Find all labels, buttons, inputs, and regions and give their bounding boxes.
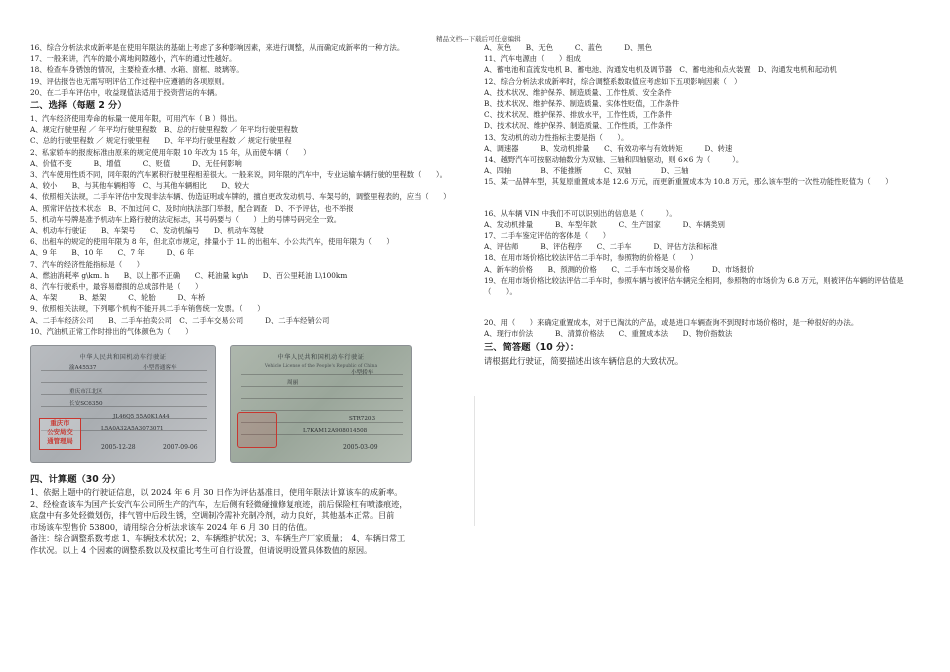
calc-note-line1: 备注：综合调整系数考虑 1、车辆技术状况；2、车辆维护状况；3、车辆生产厂家质量； 4、车辆日常工 bbox=[30, 533, 406, 544]
tf-item-18: 18、检查车身锈蚀的情况，主要检查水槽、水箱、窗框、玻璃等。 bbox=[30, 65, 244, 75]
choice-q20-options: A、现行市价法 B、清算价格法 C、重置成本法 D、物价指数法 bbox=[484, 329, 733, 339]
calc-questions bbox=[30, 487, 468, 557]
choice-q15: 15、某一品牌车型，其复原重置成本是 12.6 万元，而更新重置成本为 10.8 万元，那么该车型的一次性功能性贬值为（ ） bbox=[484, 177, 893, 187]
right-column bbox=[484, 42, 920, 367]
choice-q1-opt-cd: C、总的行驶里程数 ／ 规定行驶里程 D、年平均行驶里程数 ／ 规定行驶里程 bbox=[30, 136, 292, 146]
choice-q3-options: A、较小 B、与其他车辆相等 C、与其他车辆相比 D、较大 bbox=[30, 181, 250, 191]
license-plate: 渝A45537 bbox=[69, 365, 97, 372]
choice-q18-options: A、新车的价格 B、预测的价格 C、二手车市场交易价格 D、市场报价 bbox=[484, 264, 755, 274]
choice-q8: 8、汽车行驶系中，最容易磨损的总成部件是（ ） bbox=[30, 282, 203, 292]
choice-q10: 10、汽油机正常工作时排出的气体颜色为（ ） bbox=[30, 326, 193, 336]
vehicle-license-photo-left bbox=[30, 345, 216, 463]
license-engine-no: JL46Q5 55A0K1A44 bbox=[113, 414, 170, 421]
license-subtitle-2: Vehicle License of the People's Republic of China bbox=[264, 364, 378, 370]
choice-q9-options: A、二手车经济公司 B、二手车拍卖公司 C、二手车交易公司 D、二手车经销公司 bbox=[30, 315, 330, 325]
choice-q13-options: A、调速器 B、发动机排量 C、有效功率与有效转矩 D、转速 bbox=[484, 143, 733, 153]
license-vehicle-type-2: 小型轿车 bbox=[351, 370, 374, 377]
tf-item-17: 17、一般来讲，汽车的最小离地间隙越小，汽车的通过性越好。 bbox=[30, 54, 237, 64]
police-stamp-2 bbox=[237, 412, 277, 448]
license-model: 长安SC6350 bbox=[69, 401, 103, 408]
choice-q1-opt-ab: A、规定行驶里程 ／ 年平均行驶里程数 B、总的行驶里程数 ／ 年平均行驶里程数 bbox=[30, 125, 299, 135]
choice-q7-options: A、燃油消耗率 g\km. h B、以上都不正确 C、耗油量 kg\h D、百公里耗油 L\100km bbox=[30, 270, 348, 280]
vehicle-license-photo-right bbox=[230, 345, 412, 463]
choice-q17: 17、二手车鉴定评估的客体是（ ） bbox=[484, 231, 611, 241]
choice-q5: 5、机动车号牌是准予机动车上路行驶的法定标志，其号码要与（ ）上的号牌号码完全一致。 bbox=[30, 214, 342, 224]
license-vin: L5A0A32A5A3073071 bbox=[101, 426, 164, 433]
choice-q1: 1、汽车经济使用寿命的标量一使用年限，可用汽车（ B ）得出。 bbox=[30, 114, 242, 124]
blank-space-2 bbox=[484, 297, 920, 317]
tf-item-20: 20、在二手车评估中，收益现值法适用于投资营运的车辆。 bbox=[30, 87, 222, 97]
choice-q10-options: A、灰色 B、无色 C、蓝色 D、黑色 bbox=[484, 43, 653, 52]
choice-q14: 14、越野汽车可按驱动轴数分为双轴、三轴和四轴驱动，则 6×6 为（ ）。 bbox=[484, 155, 744, 165]
choice-q16: 16、从车辆 VIN 中我们不可以识别出的信息是（ ）。 bbox=[484, 208, 677, 218]
tf-item-16: 16、综合分析法求成新率是在使用年限法的基础上考虑了多种影响因素，来进行调整，从而确定成新率的一种方法。 bbox=[30, 43, 405, 52]
choice-q6: 6、出租车的规定的使用年限为 8 年，但北京市规定，排量小于 1L 的出租车、小公共汽车，使用年限为（ ） bbox=[30, 237, 394, 247]
calc-q2-line1: 2、经检查该车为国产长安汽车公司所生产的汽车，左后侧有轻微碰撞修复痕迹，前后保险杠有喷漆痕迹， bbox=[30, 498, 408, 509]
left-column bbox=[30, 42, 468, 557]
license-photos bbox=[30, 345, 468, 463]
license-model-2: STR7203 bbox=[349, 416, 376, 423]
police-stamp: 重庆市 公安局交 通管理局 bbox=[39, 418, 81, 450]
choice-q4: 4、依照相关法规，二手车评估中发现非法车辆、伪造证明或车牌的，擅自更改发动机号、车架号的，调整里程表的，应当（ ） bbox=[30, 192, 451, 202]
choice-q12-opt-d: D、技术状况、维护保养、制造质量、工作性质，工作条件 bbox=[484, 121, 673, 131]
choice-q2-options: A、价值不变 B、增值 C、贬值 D、无任何影响 bbox=[30, 158, 242, 168]
watermark-header: 精品文档---下载后可任意编辑 bbox=[436, 35, 521, 43]
choice-q13: 13、发动机的动力性指标主要是指（ ）。 bbox=[484, 132, 629, 142]
choice-q20: 20、用（ ）来确定重置成本，对于已淘汰的产品，或是进口车辆查询不到现时市场价格时，是一种很好的办法。 bbox=[484, 318, 859, 328]
short-answer-question: 请根据此行驶证，简要描述出该车辆信息的大致状况。 bbox=[484, 355, 684, 366]
blank-space bbox=[484, 188, 920, 208]
choice-q4-options: A、照常评估技术状态 B、不加过问 C、及时向执法部门举报，配合调查 D、不予评估，也不举报 bbox=[30, 203, 354, 213]
license-owner: 重庆市江北区 bbox=[69, 389, 103, 396]
choice-q7: 7、汽车的经济性能指标是（ ） bbox=[30, 259, 145, 269]
choice-q9: 9、依照相关法规，下列哪个机构不能开具二手车销售统一发票。（ ） bbox=[30, 304, 265, 314]
choice-q5-options: A、机动车行驶证 B、车架号 C、发动机编号 D、机动车驾驶 bbox=[30, 226, 264, 236]
choice-q12-opt-c: C、技术状况、维护保养、排放水平，工作性质，工作条件 bbox=[484, 110, 673, 120]
calc-q1: 1、依据上题中的行驶证信息，以 2024 年 6 月 30 日作为评估基准日，使用年限法计算该车的成新率。 bbox=[30, 487, 403, 498]
column-divider bbox=[474, 396, 475, 526]
license-register-date: 2005-12-28 bbox=[101, 443, 136, 451]
license-title-2: 中华人民共和国机动车行驶证 bbox=[277, 354, 365, 362]
choice-q17-options: A、评估师 B、评估程序 C、二手车 D、评估方法和标准 bbox=[484, 242, 718, 252]
tf-item-19: 19、评估报告也无需写明评估工作过程中应遵循的各项原则。 bbox=[30, 76, 230, 86]
choice-q12: 12、综合分析法求成新率时，综合调整系数取值应考虑如下五项影响因素（ ） bbox=[484, 76, 742, 86]
choice-q8-options: A、车架 B、悬架 C、轮胎 D、车桥 bbox=[30, 293, 206, 303]
choice-q6-options: A、9 年 B、10 年 C、7 年 D、6 年 bbox=[30, 248, 195, 258]
choice-q12-opt-a: A、技术状况、维护保养、制造质量、工作性质、安全条件 bbox=[484, 87, 672, 97]
license-issue-date: 2007-09-06 bbox=[163, 443, 198, 451]
license-title: 中华人民共和国机动车行驶证 bbox=[79, 354, 167, 362]
license-issue-date-2: 2005-03-09 bbox=[343, 443, 378, 451]
section-choice-title: 二、选择（每题 2 分） bbox=[30, 100, 127, 112]
section-calc-title: 四、计算题（30 分） bbox=[30, 474, 121, 486]
calc-q2-line3: 市场该车型售价 53800，请用综合分析法求该车 2024 年 6 月 30 日的估值。 bbox=[30, 521, 313, 532]
choice-q12-opt-b: B、技术状况、维护保养、制造质量、实体性贬值，工作条件 bbox=[484, 99, 680, 109]
license-vin-2: L7KAM12A908014508 bbox=[303, 428, 368, 435]
calc-q2-line2: 底盘中有多处轻微划伤，排气管中后段生锈，空调制冷需补充制冷剂，动力良好，其他基本正常。目前 bbox=[30, 510, 395, 521]
choice-q16-options: A、发动机排量 B、车型年款 C、生产国家 D、车辆类别 bbox=[484, 219, 725, 229]
choice-q14-options: A、四轴 B、不能推断 C、双轴 D、三轴 bbox=[484, 166, 689, 176]
choice-q3: 3、汽车使用性质不同，同年限的汽车累积行驶里程相差很大。一般来说，同年限的汽车中，专业运输车辆行驶的里程数（ ）。 bbox=[30, 170, 447, 180]
license-owner-2: 周丽 bbox=[287, 380, 299, 387]
choice-q11-options: A、蓄电池和直流发电机 B、蓄电池、沟通发电机及调节器 C、蓄电池和点火装置 D、沟通发电机和起动机 bbox=[484, 65, 837, 75]
calc-note-line2: 作状况。以上 4 个因素的调整系数以及权重比考生可自行设置，但请说明设置具体数值的原因。 bbox=[30, 545, 373, 556]
license-vehicle-type: 小型普通客车 bbox=[143, 365, 177, 372]
choice-q2: 2、私家轿车的报废标准由原来的规定使用年限 10 年改为 15 年，从而使车辆（ ） bbox=[30, 147, 311, 157]
section-short-answer-title: 三、简答题（10 分）： bbox=[484, 341, 580, 353]
choice-q11: 11、汽车电源由（ ）组成 bbox=[484, 54, 581, 64]
choice-q18: 18、在用市场价格比较法评估二手车时，参照物的价格是（ ） bbox=[484, 253, 698, 263]
choice-q19: 19、在用市场价格比较法评估二手车时，参照车辆与被评估车辆完全相同，参照物的市场价为 6.8 万元，则被评估车辆的评估值是（ ）。 bbox=[484, 275, 904, 297]
